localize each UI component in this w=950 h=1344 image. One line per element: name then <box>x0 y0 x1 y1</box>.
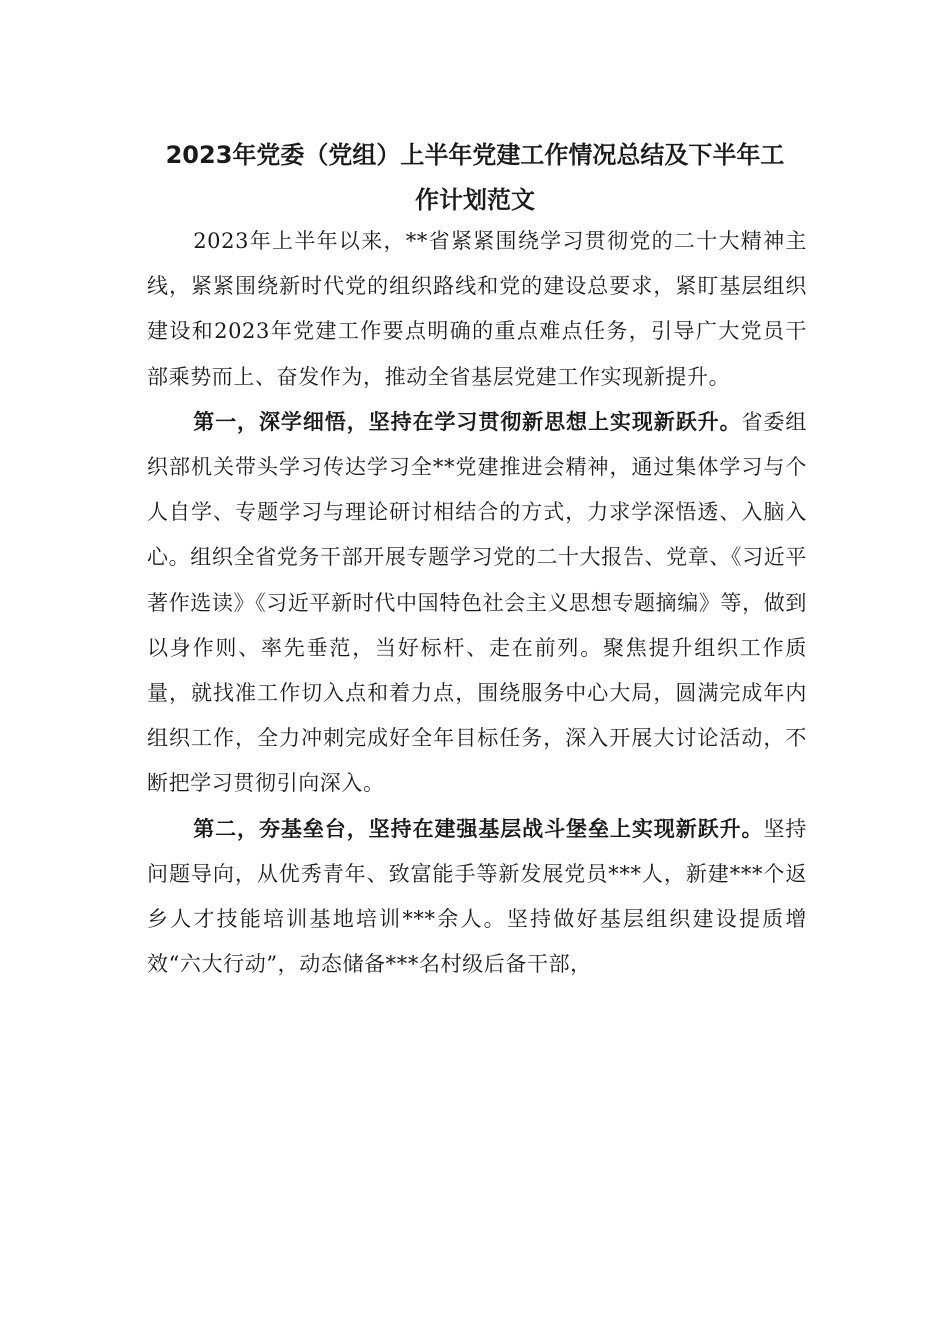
document-body <box>147 219 807 987</box>
section-1-paragraph <box>147 400 807 807</box>
section-2-paragraph <box>147 807 807 988</box>
section-2-body: 坚持问题导向，从优秀青年、致富能手等新发展党员***人，新建***个返乡人才技能培训基地培训***余人。坚持做好基层组织建设提质增效“六大行动”，动态储备***名村级后备干部， <box>147 816 807 977</box>
document-title-line-1: 2023年党委（党组）上半年党建工作情况总结及下半年工 <box>165 141 785 169</box>
document-title-line-2: 作计划范文 <box>415 186 535 214</box>
section-1-body: 省委组织部机关带头学习传达学习全**党建推进会精神，通过集体学习与个人自学、专题学习与理论研讨相结合的方式，力求学深悟透、入脑入心。组织全省党务干部开展专题学习党的二十大报告、党章、《习近平著作选读》《习近平新时代中国特色社会主义思想专题摘编》等，做到以身作则、率先垂范，当好标杆、走在前列。聚焦提升组织工作质量，就找准工作切入点和着力点，围绕服务中心大局，圆满完成年内组织工作，全力冲刺完成好全年目标任务，深入开展大讨论活动，不断把学习贯彻引向深入。 <box>147 409 807 796</box>
section-1-heading: 第一，深学细悟，坚持在学习贯彻新思想上实现新跃升。 <box>193 409 742 434</box>
intro-paragraph: 2023年上半年以来，**省紧紧围绕学习贯彻党的二十大精神主线，紧紧围绕新时代党的组织路线和党的建设总要求，紧盯基层组织建设和2023年党建工作要点明确的重点难点任务，引导广大党员干部乘势而上、奋发作为，推动全省基层党建工作实现新提升。 <box>147 229 807 389</box>
section-2-heading: 第二，夯基垒台，坚持在建强基层战斗堡垒上实现新跃升。 <box>193 816 764 841</box>
